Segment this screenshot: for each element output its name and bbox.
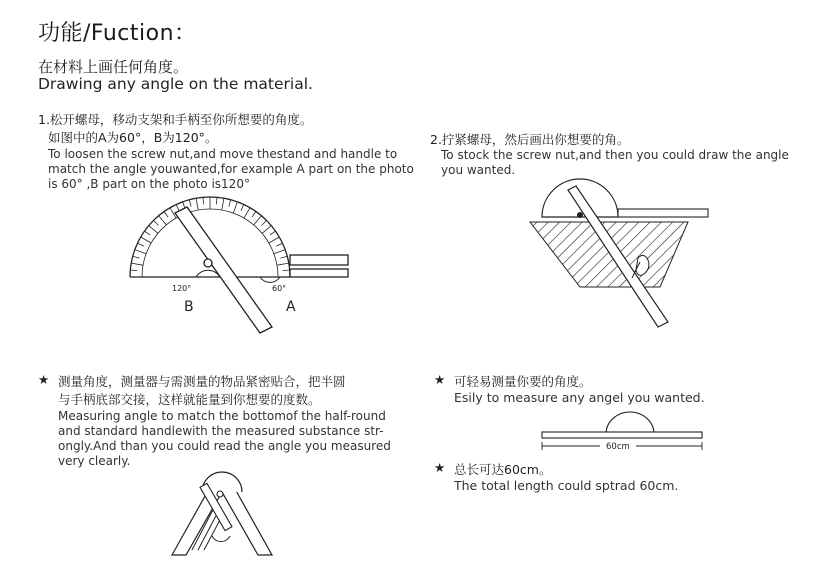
protractor-tick: [276, 243, 282, 246]
step1-english: [48, 147, 428, 192]
protractor-tick: [216, 197, 217, 204]
pivot-screw: [577, 212, 583, 218]
protractor-tick: [159, 216, 167, 225]
protractor-tick: [244, 208, 250, 218]
ruler-60cm-diagram: [540, 416, 705, 456]
protractor-tick: [222, 198, 224, 210]
protractor-tick: [141, 237, 151, 243]
protractor-tick: [252, 212, 256, 218]
label-a: A: [286, 299, 296, 315]
subtitle-english: Drawing any angle on the material.: [38, 75, 313, 93]
feature1-english-line: and standard handlewith the measured substance str-: [58, 424, 384, 438]
step1-chinese-line1: 1.松开螺母，移动支架和手柄至你所想要的角度。: [38, 112, 313, 127]
feature1-chinese-line2: 与手柄底部交接，这样就能量到你想要的度数。: [58, 392, 321, 407]
protractor-tick: [164, 212, 168, 218]
protractor-tick: [281, 256, 288, 258]
protractor-tick: [133, 256, 140, 258]
drawing-angle-diagram: [520, 182, 720, 332]
protractor-tick: [277, 263, 289, 265]
protractor-tick: [233, 202, 237, 213]
protractor-tick: [270, 231, 276, 235]
step2-english-line: you wanted.: [441, 163, 516, 177]
protractor-tick: [189, 200, 191, 207]
pivot-screw: [204, 259, 212, 267]
protractor-tick: [176, 205, 179, 211]
step2-english: [441, 148, 811, 178]
ruler-half-round: [606, 412, 654, 434]
protractor-tick: [145, 231, 151, 235]
protractor-tick: [229, 200, 231, 207]
angle-arc: [212, 536, 230, 542]
measuring-angle-diagram: [172, 470, 292, 560]
step1-english-line: To loosen the screw nut,and move thestand and handle to: [48, 147, 398, 161]
feature2-chinese: 可轻易测量你要的角度。: [454, 374, 592, 389]
angle-arc-a: [260, 277, 280, 282]
protractor-tick: [283, 270, 290, 271]
pivot-screw: [217, 491, 223, 497]
protractor-tick: [269, 237, 279, 243]
feature1-star: ★: [38, 372, 50, 387]
protractor-tick: [262, 226, 271, 234]
material-block: [530, 222, 688, 287]
step1-english-line: match the angle youwanted,for example A part on the photo: [48, 162, 414, 176]
feature1-english-line: Measuring angle to match the bottomof the half-round: [58, 409, 386, 423]
protractor-tick: [149, 226, 158, 234]
feature2-english: Esily to measure any angel you wanted.: [454, 390, 705, 405]
protractor-tick: [274, 250, 285, 254]
protractor-tick: [131, 263, 143, 265]
ruler-length-label: 60cm: [606, 442, 630, 452]
angle-a-value: 60°: [272, 284, 287, 293]
step1-chinese-line2: 如图中的A为60°，B为120°。: [48, 130, 218, 145]
feature3-chinese: 总长可达60cm。: [454, 462, 552, 477]
ruler-body: [542, 432, 702, 438]
protractor-tick: [241, 205, 244, 211]
protractor-tick: [130, 270, 137, 271]
feature1-english-line: ongly.And than you could read the angle you measured: [58, 439, 391, 453]
page-title: 功能/Fuction：: [38, 21, 197, 46]
step2-chinese: 2.拧紧螺母，然后画出你想要的角。: [430, 132, 630, 147]
protractor-handle: [290, 255, 348, 277]
angle-b-value: 120°: [172, 284, 192, 293]
feature3-english: The total length could sptrad 60cm.: [454, 478, 679, 493]
protractor-tick: [135, 250, 146, 254]
feature1-english: [58, 409, 428, 469]
protractor-tick: [203, 197, 204, 204]
protractor-tick: [254, 216, 262, 225]
protractor-tick: [196, 198, 198, 210]
protractor-diagram: [120, 195, 350, 335]
feature1-chinese-line1: 测量角度，测量器与需测量的物品紧密贴合，把半圆: [58, 374, 346, 389]
step2-english-line: To stock the screw nut,and then you could draw the angle: [441, 148, 789, 162]
ruler-bar: [618, 209, 708, 217]
feature1-english-line: very clearly.: [58, 454, 131, 468]
protractor-tick: [153, 220, 158, 225]
step1-english-line: is 60° ,B part on the photo is120°: [48, 177, 250, 191]
protractor-tick: [138, 243, 144, 246]
feature3-star: ★: [434, 460, 446, 475]
protractor-tick: [262, 220, 267, 225]
subtitle-chinese: 在材料上画任何角度。: [38, 58, 189, 76]
feature2-star: ★: [434, 372, 446, 387]
label-b: B: [184, 299, 194, 315]
